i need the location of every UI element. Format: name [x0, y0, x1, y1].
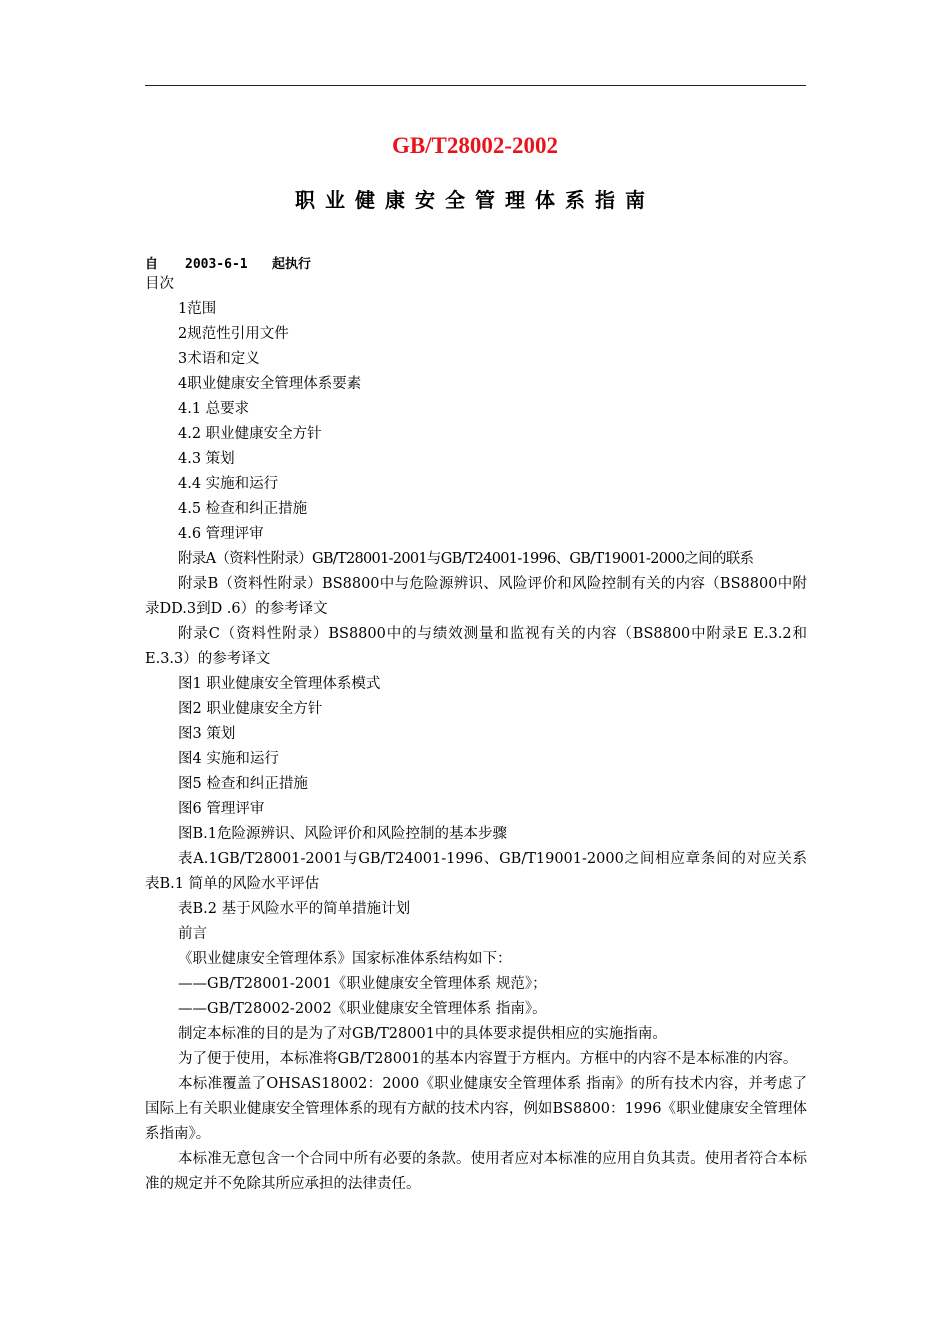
toc-item: 图2 职业健康安全方针 [178, 701, 323, 717]
toc-heading: 目次 [145, 276, 174, 292]
toc-item: 4.3 策划 [178, 451, 235, 467]
toc-item: 图5 检查和纠正措施 [178, 776, 308, 792]
toc-item: 图6 管理评审 [178, 801, 265, 817]
foreword-paragraph: 为了便于使用，本标准将GB/T28001的基本内容置于方框内。方框中的内容不是本标准的内容。 [178, 1051, 798, 1067]
toc-item: 4.1 总要求 [178, 401, 250, 417]
toc-item: 图3 策划 [178, 726, 236, 742]
foreword-heading: 前言 [178, 926, 207, 942]
toc-item: 3术语和定义 [178, 351, 260, 367]
toc-item: 4.5 检查和纠正措施 [178, 501, 308, 517]
toc-item: 1范围 [178, 301, 217, 317]
toc-item: 附录B（资料性附录）BS8800中与危险源辨识、风险评价和风险控制有关的内容（BS8800中附录DD.3到D .6）的参考译文 [145, 576, 807, 617]
toc-item: 4.6 管理评审 [178, 526, 264, 542]
toc-item: 附录C（资料性附录）BS8800中的与绩效测量和监视有关的内容（BS8800中附录E E.3.2和E.3.3）的参考译文 [145, 626, 807, 667]
toc-item: 图1 职业健康安全管理体系模式 [178, 676, 381, 692]
foreword-paragraph: ——GB/T28001-2001《职业健康安全管理体系 规范》； [178, 976, 547, 992]
effective-prefix: 自 [145, 257, 159, 272]
toc-item: 4.4 实施和运行 [178, 476, 279, 492]
toc-item: 附录A（资料性附录）GB/T28001-2001与GB/T24001-1996、GB/T19001-2000之间的联系 [178, 551, 754, 567]
foreword-paragraph: ——GB/T28002-2002《职业健康安全管理体系 指南》。 [178, 1001, 547, 1017]
effective-date: 2003-6-1 [185, 257, 248, 272]
toc-item: 4职业健康安全管理体系要素 [178, 376, 362, 392]
toc-item: 表A.1GB/T28001-2001与GB/T24001-1996、GB/T19001-2000之间相应章条间的对应关系表B.1 简单的风险水平评估 [145, 851, 807, 892]
toc-item: 图4 实施和运行 [178, 751, 279, 767]
document-body [145, 272, 807, 1197]
toc-item: 表B.2 基于风险水平的简单措施计划 [178, 901, 411, 917]
foreword-paragraph: 制定本标准的目的是为了对GB/T28001中的具体要求提供相应的实施指南。 [178, 1026, 667, 1042]
standard-code: GB/T28002-2002 [391, 133, 559, 158]
toc-item: 2规范性引用文件 [178, 326, 289, 342]
effective-date-line [145, 253, 311, 272]
foreword-paragraph: 本标准无意包含一个合同中所有必要的条款。使用者应对本标准的应用自负其责。使用者符合本标准的规定并不免除其所应承担的法律责任。 [145, 1151, 807, 1192]
toc-item: 4.2 职业健康安全方针 [178, 426, 322, 442]
foreword-paragraph: 《职业健康安全管理体系》国家标准体系结构如下： [178, 951, 512, 967]
effective-suffix: 起执行 [272, 257, 312, 272]
header-rule [145, 85, 806, 86]
document-title: 职业健康安全管理体系指南 [295, 188, 655, 212]
toc-item: 图B.1危险源辨识、风险评价和风险控制的基本步骤 [178, 826, 507, 842]
foreword-paragraph: 本标准覆盖了OHSAS18002：2000《职业健康安全管理体系 指南》的所有技术内容，并考虑了国际上有关职业健康安全管理体系的现有方献的技术内容，例如BS8800：1996《职业健康安全管理体系指南》。 [145, 1076, 807, 1142]
